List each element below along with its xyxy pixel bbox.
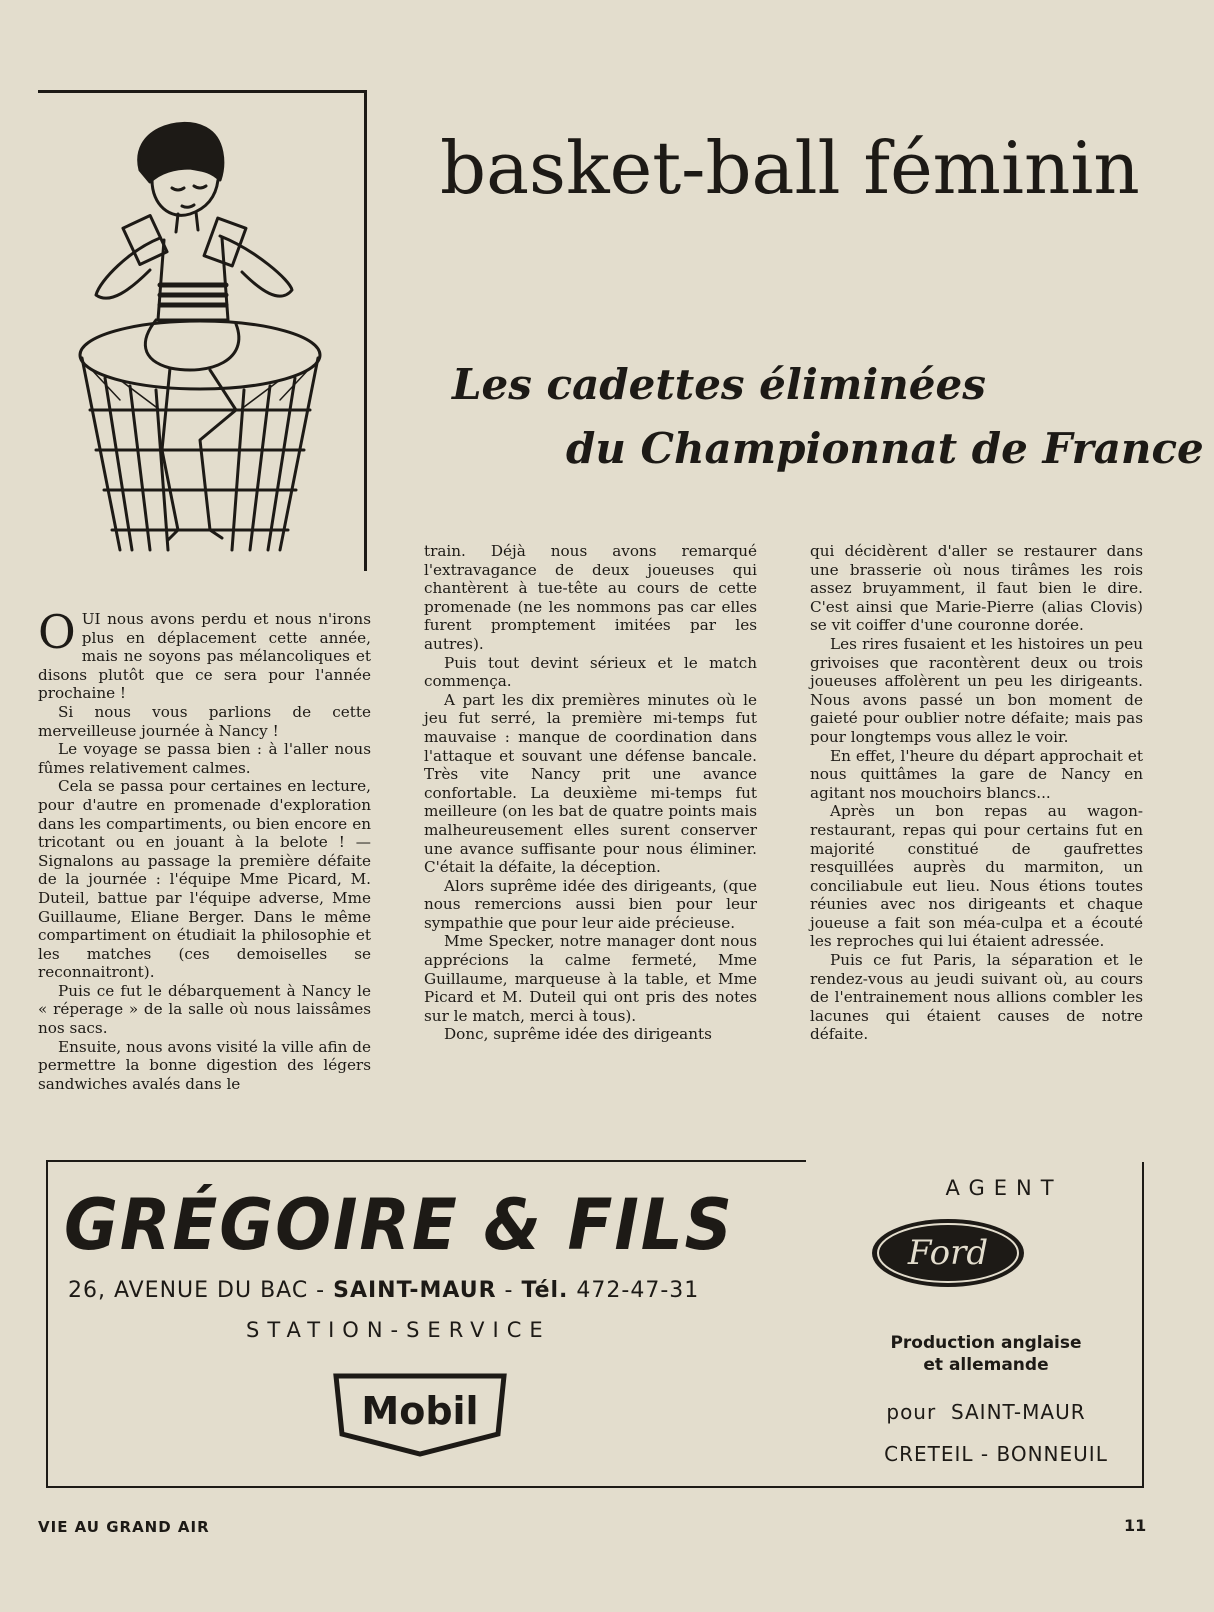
paragraph: Les rires fusaient et les histoires un peu grivoises que racontèrent deux ou trois joueuses affolèrent un peu les dirigeants. Nous avons passé un bon moment de gaieté pour oublier notre défaite; mais pas pour longtemps vous allez le voir. (810, 634, 1143, 746)
page-number: 11 (1124, 1516, 1147, 1535)
paragraph: Après un bon repas au wagon-restaurant, repas qui pour certains fut en majorité constitué de gaufrettes resquillées auprès du marmiton, un conciliabule eut lieu. Nous étions toutes réunies avec nos dirigeants et chaque joueuse a fait son méa-culpa et a écouté les reproches qui lui étaient adressée. (810, 802, 1143, 951)
paragraph: qui décidèrent d'aller se restaurer dans une brasserie où nous tirâmes les rois assez bruyamment, il faut bien le dire. C'est ainsi que Marie-Pierre (alias Clovis) se vit coiffer d'une couronne dorée. (810, 542, 1143, 635)
article-subtitle-line2: du Championnat de France (566, 424, 1204, 473)
ford-logo-text: Ford (907, 1233, 989, 1273)
paragraph: Ensuite, nous avons visité la ville afin de permettre la bonne digestion des légers sandwiches avalés dans le (38, 1037, 371, 1093)
paragraph: Le voyage se passa bien : à l'aller nous fûmes relativement calmes. (38, 740, 371, 777)
ad-border-right (1142, 1160, 1144, 1488)
production-label: Production anglaise et allemande (890, 1333, 1082, 1375)
cities-label: CRETEIL - BONNEUIL (884, 1442, 1108, 1466)
paragraph: En effet, l'heure du départ approchait et nous quittâmes la gare de Nancy en agitant nos mouchoirs blancs... (810, 746, 1143, 802)
article-column-3 (810, 542, 1143, 1044)
paragraph: Cela se passa pour certaines en lecture, pour d'autre en promenade d'exploration dans les compartiments, ou bien encore en tricotant ou en jouant à la belote ! — Signalons au passage la première défaite de la journée : l'équipe Mme Picard, M. Duteil, battue par l'équipe adverse, Mme Guillaume, Eliane Berger. Dans le même compartiment on étudiait la philosophie et les matches (ces demoiselles se reconnaitront). (38, 777, 371, 982)
article-title: basket-ball féminin (440, 126, 1140, 211)
agent-label: AGENT (945, 1176, 1063, 1200)
company-address: 26, AVENUE DU BAC - SAINT-MAUR - Tél. 472-47-31 (68, 1278, 700, 1303)
ad-top-gap (806, 1160, 1144, 1162)
paragraph: Puis tout devint sérieux et le match commença. (424, 653, 757, 691)
paragraph: Puis ce fut Paris, la séparation et le rendez-vous au jeudi suivant où, au cours de l'entrainement nous allions combler les lacunes qui étaient causes de notre défaite. (810, 951, 1143, 1044)
article-column-1 (38, 605, 371, 1093)
ford-logo (868, 1216, 1028, 1290)
ad-border-bottom (46, 1486, 1144, 1488)
ad-border-left (46, 1160, 48, 1488)
company-name: GRÉGOIRE & FILS (64, 1184, 734, 1266)
paragraph: Donc, suprême idée des dirigeants (444, 1025, 712, 1044)
magazine-name: VIE AU GRAND AIR (38, 1518, 210, 1536)
station-service-label: STATION-SERVICE (246, 1318, 551, 1342)
drop-cap: O (38, 605, 76, 659)
paragraph: Alors suprême idée des dirigeants, (que nous remercions aussi bien pour leur sympathie que pour leur aide précieuse. (424, 876, 757, 932)
paragraph: Mme Specker, notre manager dont nous apprécions la calme fermeté, Mme Guillaume, marqueuse à la table, et Mme Picard et M. Duteil qui ont pris des notes sur le match, merci à tous). (424, 932, 757, 1025)
mobil-logo (330, 1368, 510, 1458)
mobil-logo-text: Mobil (361, 1389, 479, 1433)
article-subtitle-line1: Les cadettes éliminées (452, 360, 986, 409)
article-column-2 (424, 542, 757, 1044)
paragraph: Puis ce fut le débarquement à Nancy le « réperage » de la salle où nous laissâmes nos sacs. (38, 981, 371, 1038)
pour-city-label: pour SAINT-MAUR (886, 1400, 1086, 1424)
girl-in-basket-illustration (60, 110, 340, 560)
paragraph: A part les dix premières minutes où le jeu fut serré, la première mi-temps fut mauvaise : manque de coordination dans l'attaque et souvant une défense bancale. Très vite Nancy prit une avance confortable. La deuxième mi-temps fut meilleure (on les bat de quatre points mais malheureusement elles surent conserver une avance suffisante pour nous éliminer. C'était la défaite, la déception. (424, 690, 757, 877)
paragraph: train. Déjà nous avons remarqué l'extravagance de deux joueuses qui chantèrent à tue-tête au cours de cette promenade (ne les nommons pas car elles furent promptement imitées par les autres). (424, 542, 757, 653)
advertisement (46, 1160, 1144, 1488)
paragraph: Si nous vous parlions de cette merveilleuse journée à Nancy ! (38, 702, 371, 740)
paragraph: OUI nous avons perdu et nous n'irons plus en déplacement cette année, mais ne soyons pas mélancoliques et disons plutôt que ce sera pour l'année prochaine ! (38, 605, 371, 703)
